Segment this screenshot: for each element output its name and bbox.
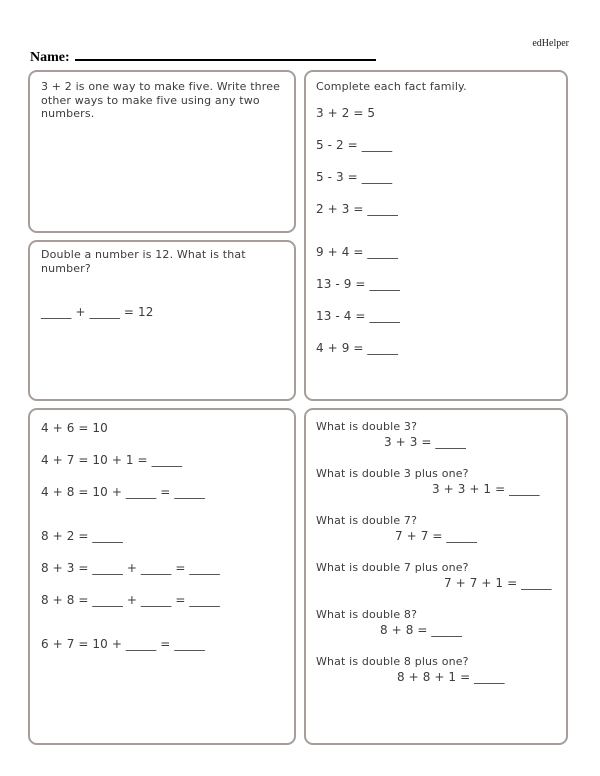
doubles-question: What is double 8 plus one? (316, 655, 469, 668)
name-row (30, 46, 376, 66)
doubles-item (316, 560, 556, 591)
box-fact-family (304, 70, 568, 401)
fact-family-line: 13 - 4 = _____ (316, 308, 400, 323)
doubles-equation: 8 + 8 = _____ (380, 623, 462, 637)
name-label: Name: (30, 50, 70, 65)
make-ten-line: 4 + 8 = 10 + _____ = _____ (41, 485, 205, 499)
doubles-item (316, 466, 556, 497)
make-ten-group-1 (41, 421, 283, 499)
fact-family-line: 13 - 9 = _____ (316, 276, 400, 291)
fact-family-line: 3 + 2 = 5 (316, 105, 376, 120)
doubles-equation: 8 + 8 + 1 = _____ (397, 670, 505, 684)
box-make-five (28, 70, 296, 233)
make-ten-line: 8 + 8 = _____ + _____ = _____ (41, 593, 220, 607)
fact-family-line: 5 - 2 = _____ (316, 137, 393, 152)
doubles-item (316, 654, 556, 685)
edhelper-logo: edHelper (532, 38, 569, 49)
doubles-question: What is double 7 plus one? (316, 561, 469, 574)
doubles-question: What is double 8? (316, 608, 418, 621)
fact-family-line: 4 + 9 = _____ (316, 340, 398, 355)
fact-family-group-1 (316, 106, 556, 216)
make-ten-line: 4 + 6 = 10 (41, 421, 108, 435)
doubles-question: What is double 3? (316, 420, 418, 433)
doubles-equation: 7 + 7 = _____ (395, 529, 477, 543)
make-ten-line: 4 + 7 = 10 + 1 = _____ (41, 453, 183, 467)
make-ten-line: 8 + 3 = _____ + _____ = _____ (41, 561, 220, 575)
doubles-question: What is double 3 plus one? (316, 467, 469, 480)
make-ten-line: 8 + 2 = _____ (41, 529, 123, 543)
doubles-item (316, 513, 556, 544)
make-ten-line: 6 + 7 = 10 + _____ = _____ (41, 637, 205, 651)
doubles-equation: 3 + 3 + 1 = _____ (432, 482, 540, 496)
fact-family-line: 5 - 3 = _____ (316, 169, 393, 184)
doubles-equation: 3 + 3 = _____ (384, 435, 466, 449)
name-blank-line (75, 47, 376, 61)
fact-family-group-2 (316, 245, 556, 355)
fact-family-title: Complete each fact family. (316, 80, 467, 93)
make-ten-group-3 (41, 637, 283, 651)
doubles-item (316, 607, 556, 638)
make-five-prompt: 3 + 2 is one way to make five. Write three other ways to make five using any two numbers. (41, 80, 281, 120)
box-doubles (304, 408, 568, 745)
doubles-equation: 7 + 7 + 1 = _____ (444, 576, 552, 590)
make-ten-group-2 (41, 529, 283, 607)
box-make-ten (28, 408, 296, 745)
doubles-question: What is double 7? (316, 514, 418, 527)
double-number-equation: _____ + _____ = 12 (41, 305, 154, 319)
fact-family-line: 9 + 4 = _____ (316, 244, 398, 259)
box-double-number (28, 240, 296, 401)
double-number-prompt: Double a number is 12. What is that number? (41, 248, 246, 275)
doubles-item (316, 419, 556, 450)
fact-family-line: 2 + 3 = _____ (316, 201, 398, 216)
